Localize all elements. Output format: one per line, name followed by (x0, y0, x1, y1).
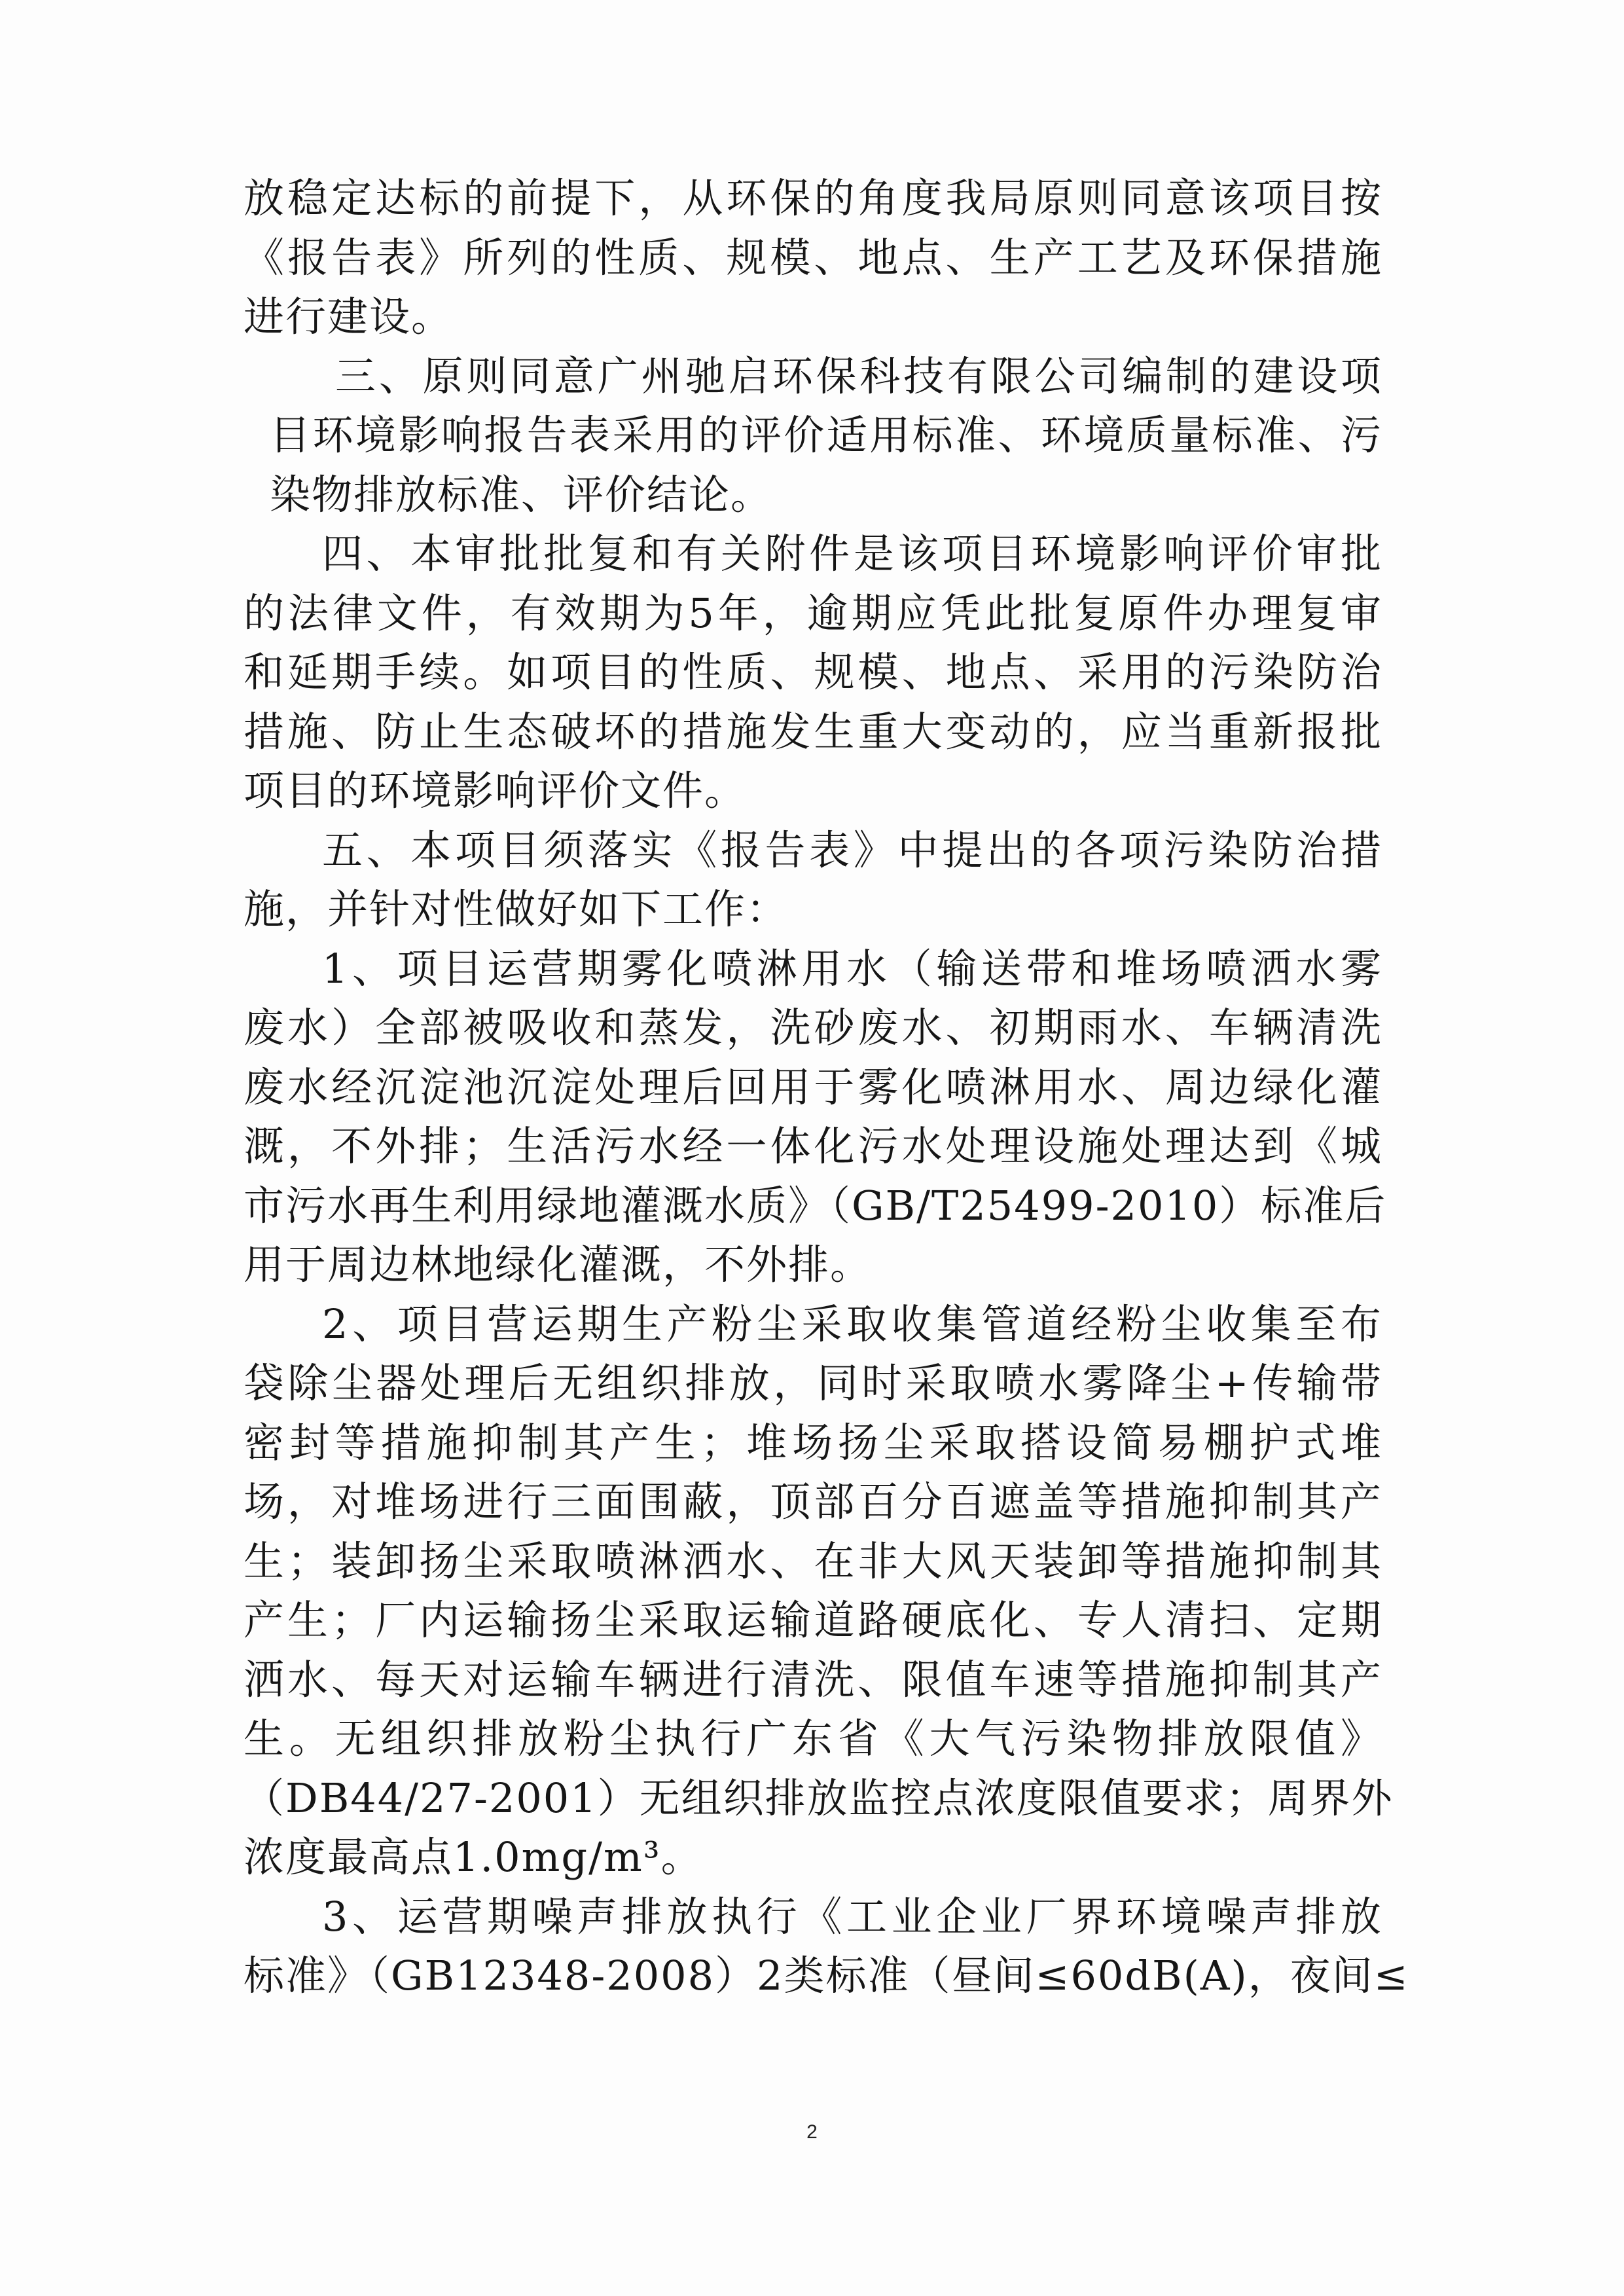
page-number: 2 (806, 2121, 818, 2143)
text-line: 洒水、每天对运输车辆进行清洗、限值车速等措施抑制其产 (244, 1655, 1382, 1704)
paragraph-five-start: 五、本项目须落实《报告表》中提出的各项污染防治措 (322, 826, 1382, 874)
text-line: 溉，不外排；生活污水经一体化污水处理设施处理达到《城 (244, 1122, 1382, 1170)
text-line: 产生；厂内运输扬尘采取运输道路硬底化、专人清扫、定期 (244, 1596, 1382, 1644)
item-three-start: 3、运营期噪声排放执行《工业企业厂界环境噪声排放 (322, 1892, 1382, 1941)
text-line: 市污水再生利用绿地灌溉水质》（GB/T25499-2010）标准后 (244, 1181, 1387, 1230)
text-line: 放稳定达标的前提下，从环保的角度我局原则同意该项目按 (244, 174, 1382, 222)
text-line: 浓度最高点1.0mg/m³。 (244, 1833, 703, 1881)
text-line: 生；装卸扬尘采取喷淋洒水、在非大风天装卸等措施抑制其 (244, 1537, 1382, 1585)
text-line: 废水）全部被吸收和蒸发，洗砂废水、初期雨水、车辆清洗 (244, 1004, 1382, 1051)
text-line: 染物排放标准、评价结论。 (270, 470, 773, 519)
item-one-start: 1、项目运营期雾化喷淋用水（输送带和堆场喷洒水雾 (322, 944, 1382, 993)
text-line: 场，对堆场进行三面围蔽，顶部百分百遮盖等措施抑制其产 (244, 1478, 1382, 1525)
text-line: 袋除尘器处理后无组织排放，同时采取喷水雾降尘+传输带 (244, 1359, 1382, 1407)
text-line: （DB44/27-2001）无组织排放监控点浓度限值要求；周界外 (244, 1774, 1394, 1822)
text-line: 目环境影响报告表采用的评价适用标准、环境质量标准、污 (270, 411, 1382, 459)
text-line: 项目的环境影响评价文件。 (244, 767, 747, 814)
paragraph-three-start: 三、原则同意广州驰启环保科技有限公司编制的建设项 (335, 352, 1382, 400)
text-line: 进行建设。 (244, 293, 454, 340)
text-line: 的法律文件，有效期为5年，逾期应凭此批复原件办理复审 (244, 589, 1382, 637)
text-line: 废水经沉淀池沉淀处理后回用于雾化喷淋用水、周边绿化灌 (244, 1063, 1382, 1111)
text-line: 标准》（GB12348-2008）2类标准（昼间≤60dB(A)，夜间≤ (244, 1952, 1409, 1999)
paragraph-four-start: 四、本审批批复和有关附件是该项目环境影响评价审批 (322, 530, 1382, 577)
text-line: 密封等措施抑制其产生；堆场扬尘采取搭设简易棚护式堆 (244, 1418, 1382, 1467)
text-line: 措施、防止生态破坏的措施发生重大变动的，应当重新报批 (244, 707, 1382, 756)
text-line: 用于周边林地绿化灌溉，不外排。 (244, 1241, 873, 1288)
item-two-start: 2、项目营运期生产粉尘采取收集管道经粉尘收集至布 (322, 1300, 1382, 1348)
text-line: 施，并针对性做好如下工作： (244, 885, 789, 933)
text-line: 和延期手续。如项目的性质、规模、地点、采用的污染防治 (244, 648, 1382, 696)
document-body (244, 169, 1409, 2006)
text-line: 《报告表》所列的性质、规模、地点、生产工艺及环保措施 (244, 233, 1382, 282)
text-line: 生。无组织排放粉尘执行广东省《大气污染物排放限值》 (244, 1715, 1382, 1762)
